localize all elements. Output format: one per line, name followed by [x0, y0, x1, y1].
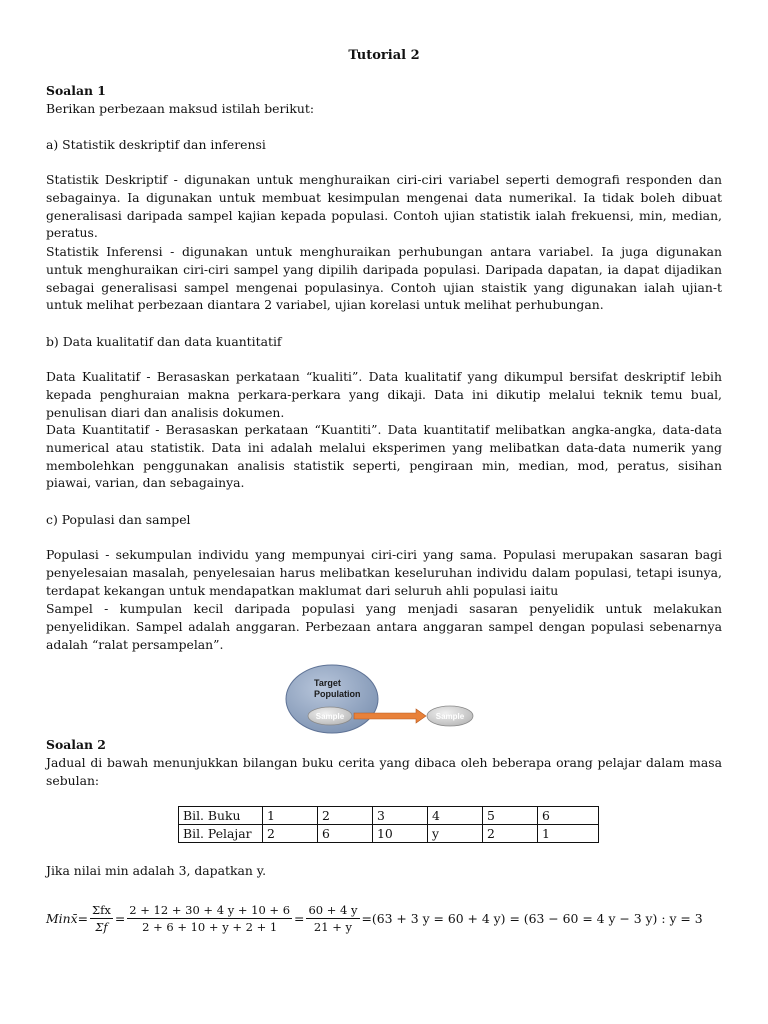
table-cell: 5	[483, 807, 538, 825]
part-b-paragraph-quantitative: Data Kuantitatif - Berasaskan perkataan “Kuantiti”. Data kuantitatif melibatkan angka-angka, data-data numerical atau statistik. Data ini adalah melalui eksperimen yang melibatkan data-data numerik yang membolehkan penggunakan analisis statistik seperti, pengiraan min, median, mod, peratus, sisihan piawai, varian, dan sebagainya.	[46, 422, 722, 491]
table-cell: 3	[373, 807, 428, 825]
part-c-label: c) Populasi dan sampel	[46, 512, 191, 527]
population-sample-diagram	[284, 664, 484, 736]
formula-eq: =	[77, 910, 89, 926]
table-cell: 6	[318, 825, 373, 843]
part-a-paragraph-descriptive: Statistik Deskriptif - digunakan untuk menghuraikan ciri-ciri variabel seperti demografi responden dan sebagainya. Ia digunakan untuk membuat kesimpulan mengenai data numerikal. Ia tidak boleh dibuat generalisasi daripada sampel kajian kepada populasi. Contoh ujian statistik ialah frekuensi, min, median, peratus.	[46, 172, 722, 241]
outer-sample-label: Sample	[435, 712, 465, 721]
fraction-sum	[90, 903, 113, 934]
table-cell: 1	[263, 807, 318, 825]
table-cell: 10	[373, 825, 428, 843]
fraction-expanded	[127, 903, 292, 934]
soalan-1-heading: Soalan 1	[46, 83, 106, 98]
formula-lhs: Min	[46, 910, 71, 926]
table-cell: 4	[428, 807, 483, 825]
fraction-expanded-numerator: 2 + 12 + 30 + 4 y + 10 + 6	[129, 902, 291, 917]
target-label-line-2: Population	[314, 689, 361, 699]
fraction-simplified-denominator: 21 + y	[313, 919, 352, 934]
inner-sample-label: Sample	[315, 712, 345, 721]
table-cell: 1	[538, 825, 599, 843]
formula-solution: =(63 + 3 y = 60 + 4 y) = (63 − 60 = 4 y − 3 y) : y = 3	[361, 910, 703, 926]
table-cell: y	[428, 825, 483, 843]
formula-eq: =	[294, 910, 305, 926]
soalan-2-intro: Jadual di bawah menunjukkan bilangan buku cerita yang dibaca oleh beberapa orang pelajar dalam masa sebulan:	[46, 755, 722, 788]
books-table	[178, 806, 599, 843]
target-label-line-1: Target	[314, 678, 341, 688]
soalan-2-question: Jika nilai min adalah 3, dapatkan y.	[46, 863, 267, 878]
table-cell: 2	[318, 807, 373, 825]
fraction-expanded-denominator: 2 + 6 + 10 + y + 2 + 1	[142, 919, 278, 934]
mean-formula	[46, 898, 703, 938]
part-a-label: a) Statistik deskriptif dan inferensi	[46, 137, 266, 152]
fraction-simplified	[306, 903, 359, 934]
fraction-simplified-numerator: 60 + 4 y	[308, 902, 358, 917]
part-c-paragraph-sample: Sampel - kumpulan kecil daripada populasi yang menjadi sasaran penyelidik untuk melakukan penyelidikan. Sampel adalah anggaran. Perbezaan antara anggaran sampel dengan populasi sebenarnya adalah “ralat persampelan”.	[46, 601, 722, 652]
formula-eq: =	[114, 910, 126, 926]
formula-xbar: x̄	[70, 910, 78, 926]
soalan-2-heading: Soalan 2	[46, 737, 106, 752]
table-cell: Bil. Pelajar	[179, 825, 263, 843]
fraction-sum-denominator: Σf	[95, 919, 108, 934]
table-row	[179, 807, 599, 825]
table-cell: 6	[538, 807, 599, 825]
part-b-paragraph-qualitative: Data Kualitatif - Berasaskan perkataan “kualiti”. Data kualitatif yang dikumpul bersifat deskriptif lebih kepada penghuraian makna perkara-perkara yang dikaji. Data ini dikutip melalui teknik temu bual, penulisan diari dan analisis dokumen.	[46, 369, 722, 420]
table-cell: 2	[263, 825, 318, 843]
table-cell: Bil. Buku	[179, 807, 263, 825]
part-c-paragraph-population: Populasi - sekumpulan individu yang mempunyai ciri-ciri yang sama. Populasi merupakan sasaran bagi penyelesaian masalah, penyelesaian harus melibatkan keseluruhan individu dalam populasi, tetapi isunya, terdapat kekangan untuk mendapatkan maklumat dari seluruh ahli populasi iaitu	[46, 547, 722, 598]
document-title: Tutorial 2	[348, 48, 420, 63]
soalan-1-intro: Berikan perbezaan maksud istilah berikut:	[46, 101, 314, 116]
part-a-paragraph-inferential: Statistik Inferensi - digunakan untuk menghuraikan perhubungan antara variabel. Ia juga digunakan untuk menghuraikan ciri-ciri sampel yang dipilih daripada populasi. Daripada dapatan, ia dapat dijadikan sebagai generalisasi sampel mengenai populasinya. Contoh ujian staistik yang digunakan ialah ujian-t untuk melihat perbezaan diantara 2 variabel, ujian korelasi untuk melihat perhubungan.	[46, 244, 722, 313]
table-cell: 2	[483, 825, 538, 843]
table-row	[179, 825, 599, 843]
part-b-label: b) Data kualitatif dan data kuantitatif	[46, 334, 282, 349]
fraction-sum-numerator: Σfx	[92, 902, 111, 917]
